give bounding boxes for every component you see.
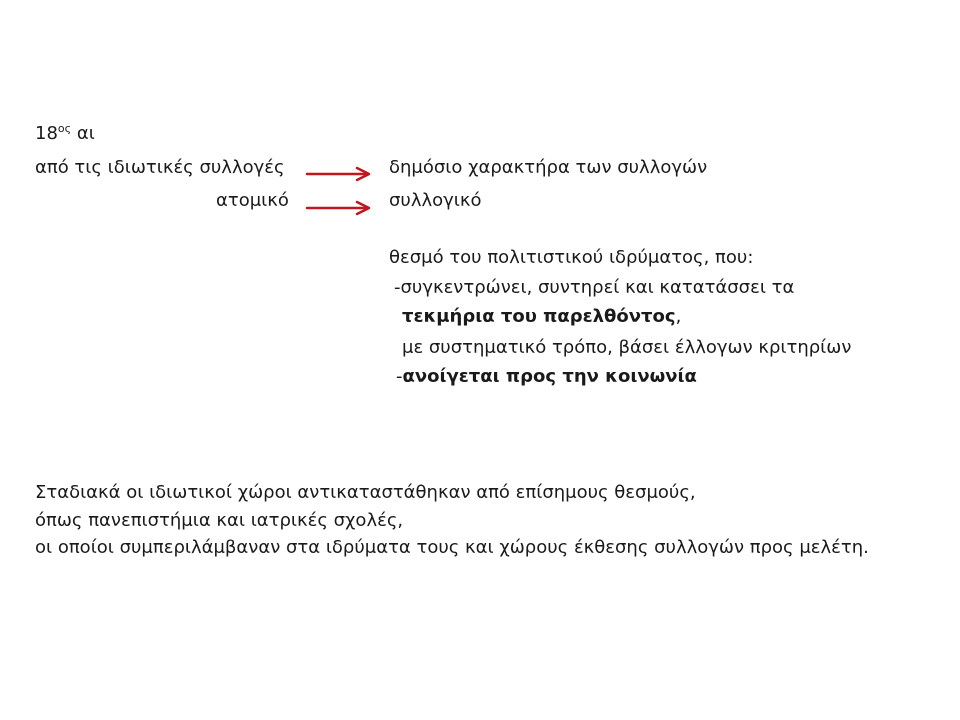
paragraph-line-3: οι οποίοι συμπεριλάμβαναν στα ιδρύματα τους και χώρους έκθεσης συλλογών προς μελέτη. bbox=[35, 537, 869, 558]
evidence-of-past: τεκμήρια του παρελθόντος bbox=[402, 306, 676, 327]
century-word: αι bbox=[76, 123, 95, 144]
right-arrow-icon bbox=[305, 166, 375, 182]
century-number: 18 bbox=[35, 123, 58, 144]
century-suffix: ος bbox=[57, 122, 72, 135]
institution-line-4-dash: - bbox=[396, 366, 403, 387]
institution-line-2 bbox=[402, 306, 681, 328]
private-collections-label: από τις ιδιωτικές συλλογές bbox=[35, 157, 285, 178]
institution-line-2-tail: , bbox=[675, 306, 682, 327]
century-heading bbox=[35, 118, 95, 145]
opens-to-society: ανοίγεται προς την κοινωνία bbox=[402, 366, 697, 387]
paragraph-line-2: όπως πανεπιστήμια και ιατρικές σχολές, bbox=[35, 510, 404, 531]
right-arrow-icon bbox=[305, 200, 375, 216]
public-character-label: δημόσιο χαρακτήρα των συλλογών bbox=[389, 157, 708, 178]
institution-line-3: με συστηματικό τρόπο, βάσει έλλογων κριτηρίων bbox=[402, 337, 852, 358]
institution-line-4 bbox=[396, 366, 697, 388]
paragraph-line-1: Σταδιακά οι ιδιωτικοί χώροι αντικαταστάθηκαν από επίσημους θεσμούς, bbox=[35, 482, 696, 503]
institution-intro: θεσμό του πολιτιστικού ιδρύματος, που: bbox=[389, 247, 754, 268]
institution-line-1: -συγκεντρώνει, συντηρεί και κατατάσσει τα bbox=[394, 277, 795, 298]
individual-label: ατομικό bbox=[216, 190, 289, 211]
collective-label: συλλογικό bbox=[389, 190, 482, 211]
